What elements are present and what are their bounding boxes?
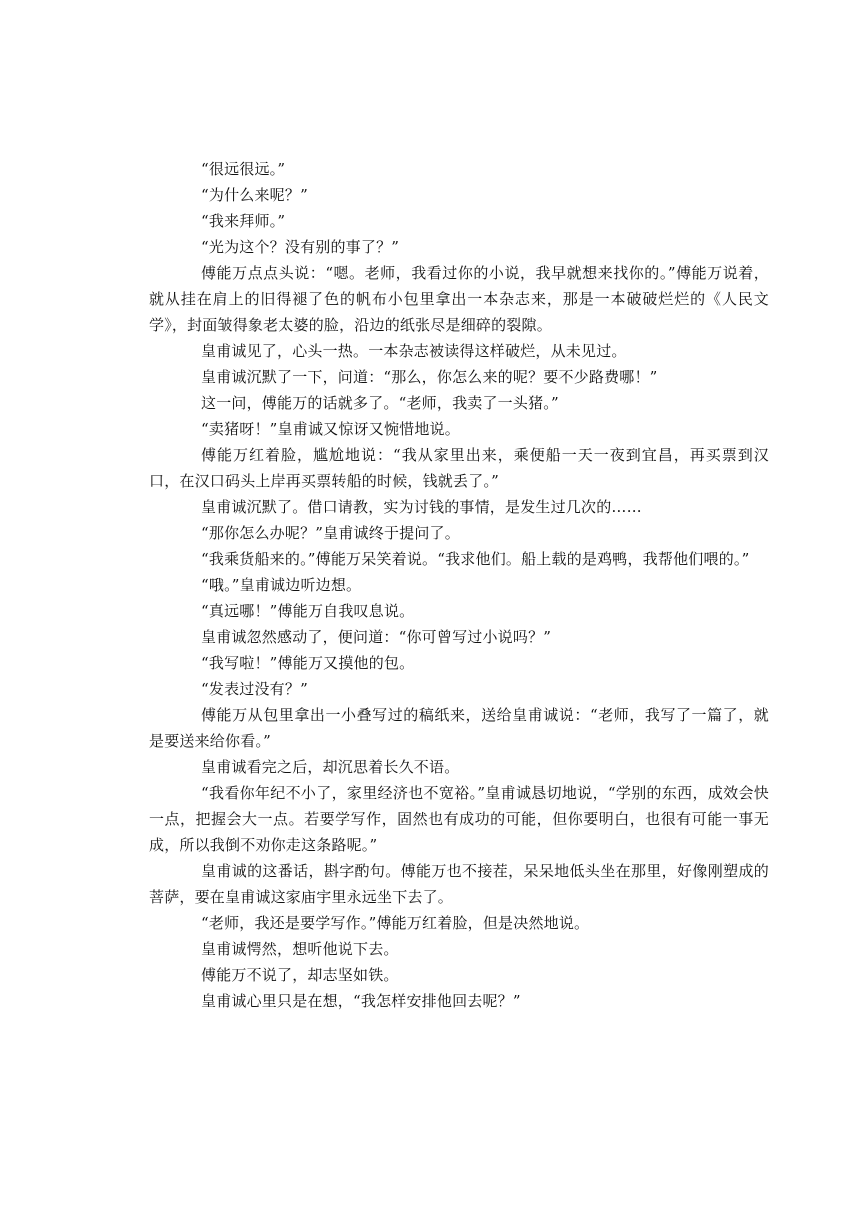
- paragraph: 皇甫诚见了，心头一热。一本杂志被读得这样破烂，从未见过。: [201, 342, 627, 360]
- paragraph: “发表过没有？”: [201, 680, 308, 698]
- paragraph: 皇甫诚心里只是在想，“我怎样安排他回去呢？”: [201, 992, 521, 1010]
- paragraph: 傅能万从包里拿出一小叠写过的稿纸来，送给皇甫诚说：“老师，我写了一篇了，就是要送来给你看。”: [149, 706, 769, 750]
- paragraph: 皇甫诚的这番话，斟字酌句。傅能万也不接茬，呆呆地低头坐在那里，好像刚塑成的菩萨，要在皇甫诚这家庙宇里永远坐下去了。: [149, 862, 769, 906]
- paragraph: 傅能万点点头说：“嗯。老师，我看过你的小说，我早就想来找你的。”傅能万说着，就从挂在肩上的旧得褪了色的帆布小包里拿出一本杂志来，那是一本破破烂烂的《人民文学》，封面皱得象老太婆的脸，沿边的纸张尽是细碎的裂隙。: [149, 264, 769, 334]
- paragraph: “我来拜师。”: [201, 212, 286, 230]
- paragraph: “我看你年纪不小了，家里经济也不宽裕。”皇甫诚恳切地说，“学别的东西，成效会快一点，把握会大一点。若要学写作，固然也有成功的可能，但你要明白，也很有可能一事无成，所以我倒不劝你走这条路呢。”: [149, 784, 769, 854]
- paragraph: 傅能万红着脸，尴尬地说：“我从家里出来，乘便船一天一夜到宜昌，再买票到汉口，在汉口码头上岸再买票转船的时候，钱就丢了。”: [149, 446, 769, 490]
- paragraph: 皇甫诚沉默了一下，问道：“那么，你怎么来的呢？要不少路费哪！”: [201, 368, 658, 386]
- paragraph: 皇甫诚看完之后，却沉思着长久不语。: [201, 758, 460, 776]
- paragraph: “哦。”皇甫诚边听边想。: [201, 576, 362, 594]
- paragraph: 这一问，傅能万的话就多了。“老师，我卖了一头猪。”: [201, 394, 559, 412]
- paragraph: “光为这个？没有别的事了？”: [201, 238, 400, 256]
- paragraph: “老师，我还是要学写作。”傅能万红着脸，但是决然地说。: [201, 914, 590, 932]
- paragraph: “很远很远。”: [201, 160, 286, 178]
- paragraph: 皇甫诚沉默了。借口请教，实为讨钱的事情，是发生过几次的……: [201, 498, 642, 516]
- paragraph: 皇甫诚忽然感动了，便问道：“你可曾写过小说吗？”: [201, 628, 552, 646]
- paragraph: “为什么来呢？”: [201, 186, 308, 204]
- paragraph: 皇甫诚愕然，想听他说下去。: [201, 940, 399, 958]
- paragraph: “真远哪！”傅能万自我叹息说。: [201, 602, 415, 620]
- story-text: [149, 156, 769, 1014]
- paragraph: “我乘货船来的。”傅能万呆笑着说。“我求他们。船上载的是鸡鸭，我帮他们喂的。”: [201, 550, 750, 568]
- paragraph: “卖猪呀！”皇甫诚又惊讶又惋惜地说。: [201, 420, 460, 438]
- paragraph: “那你怎么办呢？”皇甫诚终于提问了。: [201, 524, 460, 542]
- paragraph: 傅能万不说了，却志坚如铁。: [201, 966, 399, 984]
- paragraph: “我写啦！”傅能万又摸他的包。: [201, 654, 415, 672]
